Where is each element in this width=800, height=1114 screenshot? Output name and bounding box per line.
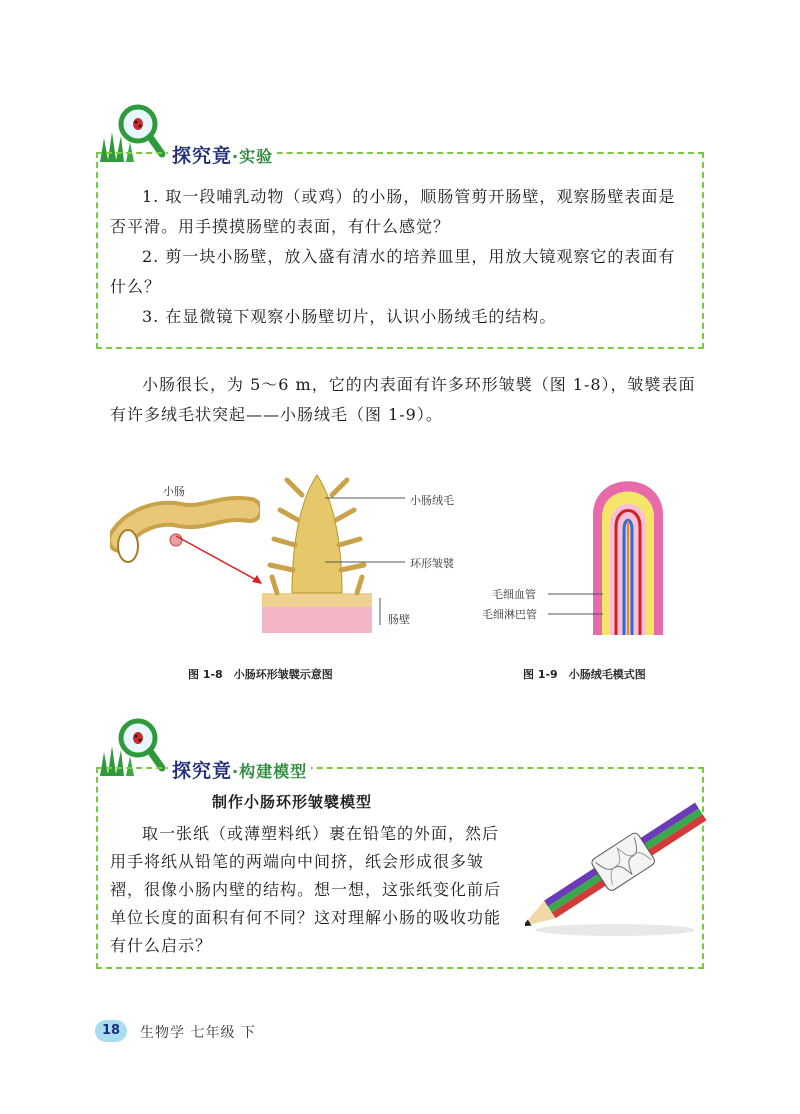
figure1-leader-lines (325, 490, 415, 630)
experiment-step-2: 2. 剪一块小肠壁，放入盛有清水的培养皿里，用放大镜观察它的表面有什么？ (110, 247, 676, 296)
experiment-header-main: 探究竟 (172, 145, 233, 167)
model-text: 取一张纸（或薄塑料纸）裹在铅笔的外面，然后用手将纸从铅笔的两端向中间挤，纸会形成很多皱褶，很像小肠内壁的结构。想一想，这张纸变化前后单位长度的面积有何不同？这对理解小肠的吸收功能有什么启示？ (110, 824, 502, 955)
figure2-caption: 图 1-9 小肠绒毛模式图 (523, 668, 646, 681)
experiment-step-1: 1. 取一段哺乳动物（或鸡）的小肠，顺肠管剪开肠壁，观察肠壁表面是否平滑。用手摸摸肠壁的表面，有什么感觉？ (110, 187, 676, 236)
label-capillary: 毛细血管 (492, 588, 536, 601)
body-paragraph: 小肠很长，为 5～6 m，它的内表面有许多环形皱襞（图 1-8），皱襞表面有许多绒毛状突起——小肠绒毛（图 1-9）。 (110, 375, 696, 424)
pencil-illustration (525, 780, 725, 940)
experiment-header-sub: ·实验 (232, 147, 274, 166)
experiment-header (168, 141, 277, 168)
model-title: 制作小肠环形皱襞模型 (212, 793, 373, 811)
page-number: 18 (95, 1020, 127, 1042)
figure1-caption: 图 1-8 小肠环形皱襞示意图 (188, 668, 333, 681)
model-header-sub: ·构建模型 (232, 762, 308, 781)
model-header-main: 探究竟 (172, 760, 233, 782)
figure2-leader-lines (548, 590, 608, 620)
experiment-step-3: 3. 在显微镜下观察小肠壁切片，认识小肠绒毛的结构。 (142, 307, 557, 326)
label-wall: 肠壁 (388, 613, 410, 626)
pointer-arrow (170, 530, 270, 590)
model-header (168, 756, 311, 783)
book-title: 生物学 七年级 下 (140, 1025, 256, 1041)
label-fold: 环形皱襞 (410, 557, 454, 570)
label-lymph: 毛细淋巴管 (482, 608, 537, 621)
label-small-intestine: 小肠 (163, 485, 185, 498)
label-villi: 小肠绒毛 (410, 494, 454, 507)
